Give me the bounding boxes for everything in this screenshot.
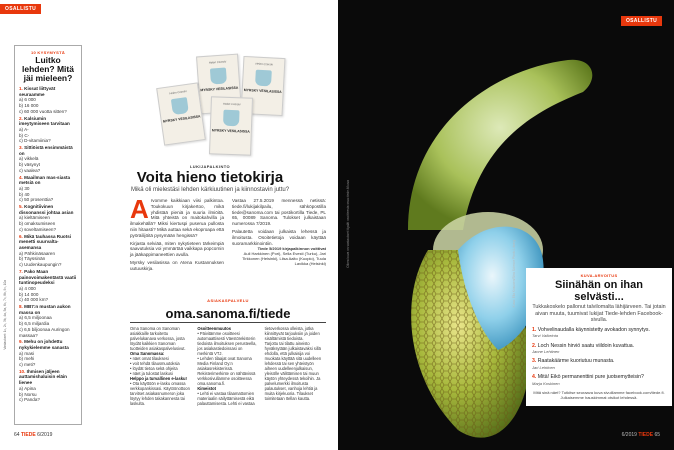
answer-option: a) 6,5 miljoonaa (19, 315, 52, 321)
question-number: 2. (19, 115, 23, 121)
question-label: Kissat liittyvät seuraamme (19, 86, 56, 97)
answer-option: a) A- (19, 126, 29, 132)
question-text (19, 86, 77, 97)
section-tag: OSALLISTU (0, 4, 41, 14)
answer-author: Janne Lehtinen (532, 349, 560, 354)
answer-option: b) väsynyt (19, 162, 40, 168)
body-paragraph: Palautetta voidaan julkaista lehessä ja ilmoitusta. Osoitetietoja voidaan käyttää suoramarkkinointiin. (232, 228, 326, 246)
quiz-question (19, 175, 77, 204)
glass-icon (223, 110, 240, 127)
answer-text: Mitä! Eikö permanenttini pure juotsemytteisin? (537, 374, 644, 381)
quiz-list (19, 86, 77, 403)
answer-option: b) 16 000 (19, 103, 39, 109)
page-number: 65 (654, 432, 660, 438)
question-label: Mehu on johdettu nykykielemme sanasta (19, 339, 69, 350)
question-label: MB7:n mustan aukon massa on (19, 304, 71, 315)
question-number: 7. (19, 268, 23, 274)
winners (232, 246, 326, 266)
answer-option: a) kieltämiseen (19, 215, 50, 221)
question-label: Mikä tauhassa Ruotsi menetti suurvalta-asemansa (19, 233, 72, 250)
book-title: MYRSKY VESILASISSA (243, 88, 282, 94)
answer-option: b) 6,5 miljardia (19, 321, 50, 327)
answer-text: Loch Nessin hirviö saatu viildoin kuvattua. (537, 342, 635, 349)
left-page (0, 0, 336, 450)
answer-option: b) omaksumiseen (19, 221, 56, 227)
answer-option: c) meti? (19, 362, 36, 368)
answer-author: Tarvi Valkeinta (532, 333, 558, 339)
book-title: MYRSKY VESILASISSA (211, 128, 250, 134)
quiz-question (19, 145, 77, 174)
question-number: 9. (19, 339, 23, 345)
body-paragraph: Kirjasta selviää, miten nykytieteen tärkeimpiä saavutuksia voi ymmärtää vaikkapa popcornin ja jääkappimaneettien avulla. (130, 240, 224, 258)
answer-option: c) 40 000 km? (19, 297, 49, 303)
answer-option: b) 40 (19, 191, 30, 197)
question-text (19, 369, 77, 386)
quiz-kicker: 10 KYSYMYSTÄ (30, 50, 66, 55)
question-text (19, 304, 77, 315)
answer-number: 2. (532, 342, 537, 349)
question-number: 5. (19, 204, 23, 210)
question-number: 4. (19, 174, 23, 180)
answer-option: c) 60 000 vuotta sitten? (19, 108, 67, 114)
quiz-question (19, 204, 77, 233)
quiz-box (14, 45, 82, 425)
book-cover (209, 96, 253, 155)
feature-header (90, 164, 330, 194)
answer-option: c) D-vitamiinia? (19, 138, 51, 144)
question-number: 10. (19, 368, 26, 374)
page-footer (622, 432, 660, 438)
question-label: Ihmisen jäljeen auttamishaluisin eläin lienee (19, 368, 67, 386)
quiz-question (19, 304, 77, 338)
stem-shape (408, 60, 592, 230)
issue-number: 6/2019 (621, 432, 637, 438)
question-label: Kognitiivinen dissonanssi johtaa asian (19, 204, 74, 215)
answer-option: b) mehi (19, 356, 35, 362)
question-text (19, 145, 77, 156)
question-label: Kalsiumin imeytymiseen tarvitaan (19, 115, 70, 127)
feature-title: Voita hieno tietokirja (136, 169, 284, 186)
quiz-question (19, 86, 77, 115)
ad-list: Tarjottu tai tilattu aineisto hyväksytään julkaistavaksi sillä ehdolla, että julkaisija voi muokata käyttää sitä uudelleen lehdessä tai sen yhteistyön aiheen uudelleenjulkaisun, yleisölle välittämisen tai muun käytön yhteydessä tekoihin. Ja palvelumerkki ilmoitusta palautukset, vanhoja lehtiä ja muita kirjekuoria. Tilaukset toimitetaan Itellan kautta. (264, 341, 322, 401)
answer-option: a) vikkelä (19, 156, 39, 162)
answer-option: a) 4 000 (19, 285, 36, 291)
right-page (338, 0, 674, 450)
issue-number: 6/2019 (37, 432, 53, 438)
ad-body (130, 326, 326, 418)
answer-number: 4. (532, 374, 537, 381)
feature-kicker: LUKIJAPALKINTO (189, 164, 231, 169)
question-text (19, 204, 77, 215)
body-paragraph: Myrsky vesilasissa on Atena Kustannuksen uutuuskirja. (130, 259, 224, 271)
ad-heading: Kimeistot (197, 386, 216, 391)
book-title: MYRSKY VESILASISSA (162, 114, 201, 124)
answer-option: c) 6,5 biljoonaa Auringon massaa? (19, 326, 70, 338)
winners-names: Auli Harkkinen (Pori), Sella Evesti (Turku), Jari Tirkkonen (Helsinki), Liisa Aalto (Kuopio), Tuula Lavikka (Helsinki) (242, 251, 326, 267)
ad-url[interactable]: oma.sanoma.fi/tiede (165, 306, 291, 321)
answer-author: Marja Koskinen (532, 380, 560, 386)
ad-list: • näet omat tilauksesi • voit tehdä tilausmuutoksia • löydät tietoa sekä ohjeita • näet ja tulostat laskusi (130, 356, 180, 376)
page-number: 64 (14, 432, 20, 438)
question-text (19, 116, 77, 127)
question-number: 1. (19, 86, 23, 91)
answer-option: a) 6 000 (19, 97, 36, 103)
divider (130, 322, 326, 323)
feature-lead: Mikä oli mielestäsi lehden kärkiuutinen ja kiinnostavin juttu? (130, 187, 290, 193)
question-number: 3. (19, 145, 23, 151)
answer-footer: Mitä sinä näet? Tutkitse seuraava kuva sivuillamme facebook.com/tiede.fi. Julkaisemme hauskimmat otsikot lehdessä. (533, 390, 665, 401)
answer-option: a) masi (19, 350, 35, 356)
answer-kicker: KUVA-ARVOITUS (580, 273, 618, 278)
drop-cap: A (130, 194, 149, 224)
question-text (19, 234, 77, 251)
answer-text: Vohvelinaudalla käynnistetty avokadon synnytys. (537, 326, 650, 333)
quiz-question (19, 339, 77, 368)
glass-icon (171, 97, 189, 115)
answer-box (526, 268, 672, 406)
answer-option: b) 14 000 (19, 291, 39, 297)
ad-list: • Päivitämme osoitteesi automaattisesti Väestörekisterin tiedoista ilmoituksen perusteella, jos asiakastiedoissasi on merkintä VTJ. • Lehden tilaajat ovat Sanoma Media Finland Oy:n asiakasrekisterissä. Rekisterimerkinte on nähtävissä verkkosivullamme osoitteessa oma.sanoma.fi. (197, 331, 257, 386)
body-paragraph: rvomme kaikkiaan viisi palkintoa. Toukokuun kirjakertoo, mikä yhdistää pieniä ja suuria ilmiöitä. Mitä yhteistä on maitokahvilla ja ilmakehällä? Miksi kiertuspi puserua pullosta niin hitaasti? Mikä auttaa sekä ekoproapa että pyöräilijöitä pysymään hengissä? (130, 198, 224, 238)
quiz-question (19, 234, 77, 268)
reader-answer (532, 358, 666, 371)
answer-option: c) soveltamiseen? (19, 226, 57, 232)
feature-body (130, 194, 326, 302)
book-author: Helen Czerski (169, 89, 187, 96)
question-label: Sittiöistä ensimmäistä on (19, 145, 73, 156)
answer-option: c) 50 prosenttia? (19, 197, 54, 203)
book-cover (156, 82, 206, 145)
ad-heading: Oma Sanomassa: (130, 351, 165, 356)
ad-heading: Helppo ja turvallinen e-lasku! (130, 376, 187, 381)
glass-icon (210, 67, 227, 84)
answer-option: c) Panda? (19, 397, 40, 403)
question-text (19, 269, 77, 286)
quiz-question (19, 116, 77, 145)
photo-credit: Kuva: Ella Kosunen/Sitra Science Photo Library (512, 240, 516, 308)
reader-answer (532, 343, 666, 356)
quiz-title: Luitko lehden? Mitä jäi mieleen? (22, 55, 74, 83)
quiz-question (19, 269, 77, 303)
answer-list (532, 327, 666, 387)
answer-option: b) Täyssinän (19, 256, 46, 262)
book-covers (160, 55, 320, 165)
question-text (19, 175, 77, 186)
book-author: Helen Czerski (208, 59, 227, 65)
question-number: 6. (19, 233, 23, 239)
quiz-answers-text: Vastaukset: 1c, 2c, 3b, 4a, 5a, 6c, 7c, 8b, 9c, 10a (3, 280, 7, 350)
ad-list: • Lehti ei vastaa tilaamattomien materiaalin säilyttämisestä eikä palauttamisesta. Lehti ei vastaa tietoverkossa olleista, jotka kiinnittyvät tarjouksiin ja joiden sisältämistä tiedoista. (197, 326, 320, 406)
quiz-answers (3, 280, 11, 430)
answer-option: c) vaalea? (19, 167, 41, 173)
quiz-question (19, 369, 77, 403)
brand-name: TIEDE (638, 432, 654, 438)
book-author: Helen Czerski (255, 61, 273, 67)
answer-option: c) Uudenkaupungin? (19, 262, 62, 268)
answer-lead: Tukkakoskelo pallonut talvilomalta lähijärveen. Tai jotain aivan muuta, tuumivat lukijat Tiede-lehden Facebook-sivulla. (532, 304, 666, 324)
answer-option: b) C- (19, 132, 30, 138)
body-paragraph: Vastaa 27.5.2019 mennessä netissä: tiede.fi/lukijakilpailu, sähköpostilla tiede@sanoma.com tai postikortilla Tiede, PL 65, 00089 Sanoma. Tulokset julkaistaan numerossa 7/2019. (232, 198, 326, 227)
answer-option: a) Apina (19, 385, 36, 391)
answer-option: a) Pähkinäsaaren (19, 250, 56, 256)
answer-text: Raatakäärme kuoriutuu munasta. (537, 358, 615, 365)
glass-icon (255, 70, 272, 87)
answer-title: Siinähän on ihan selvästi... (554, 279, 643, 303)
answer-option: b) Norsu (19, 391, 37, 397)
ad-kicker: ASIAKASPALVELU (207, 298, 249, 303)
question-number: 8. (19, 304, 23, 310)
answer-number: 3. (532, 358, 537, 365)
answer-author: Jari Lehtinen (532, 364, 555, 370)
ad-intro: Oma Sanoma on Sanoman asiakkaille tarkoitettu palvelukanava verkossa, josta löydät kaikkien Sanoman tuotteiden asiakaspalvelusivut. (130, 326, 186, 351)
question-text (19, 339, 77, 350)
book-title: MYRSKY VESILASISSA (200, 85, 239, 93)
winners-title: Tiede 5/2019 kirjapalkinnon voittivat (257, 246, 326, 252)
reader-answer (532, 374, 666, 387)
ad-heading: Osoitteenmuutos (197, 326, 231, 331)
reader-answer (532, 327, 666, 340)
page-footer (14, 432, 52, 438)
answer-number: 1. (532, 326, 537, 333)
brand-name: TIEDE (20, 432, 36, 438)
question-label: Maailman mas-siasta metsiä on (19, 174, 71, 186)
ad-list: • Ota käyttöön e-lasku omassa verkkopankissasi. Käytöönottoon tarvitset asiakasnumeron joka löytyy lehden takakannesta tai laskulta. (130, 381, 190, 406)
photo-credit: Oikea kuva on vastaukset löydät osoitteesta www.tiede.fi/kuva (346, 180, 350, 268)
book-author: Helen Czerski (222, 101, 241, 107)
question-label: Pako Maan painovoimakentästä vaatii tuntinopeudeksi (19, 268, 77, 286)
section-tag: OSALLISTU (621, 16, 662, 26)
answer-option: a) 30 (19, 185, 30, 191)
